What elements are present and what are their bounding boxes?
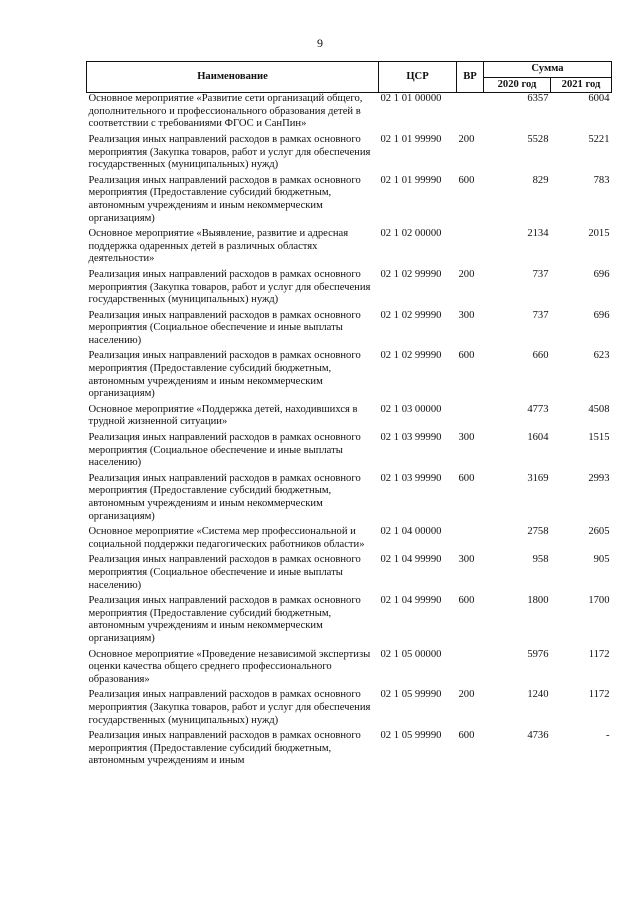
header-sum: Сумма [484,62,612,78]
header-vr: ВР [457,62,484,93]
cell-name: Реализация иных направлений расходов в рамках основного мероприятия (Закупка товаров, работ и услуг для обеспечения государственных (муниципальных) нужд) [88,689,371,726]
cell-2020: 1800 [527,595,549,607]
cell-2020: 829 [532,174,549,186]
table-header-row [87,62,612,78]
cell-2020: 958 [532,554,549,566]
cell-2021: 5221 [588,133,610,145]
cell-name: Основное мероприятие «Развитие сети организаций общего, дополнительного и профессионального образования детей в соответствии с требованиями ФГОС и СанПин» [88,93,363,130]
cell-vr: 300 [458,554,475,566]
cell-vr [457,526,484,554]
cell-name: Основное мероприятие «Поддержка детей, находившихся в трудной жизненной ситуации» [88,403,358,428]
header-2020: 2020 год [484,77,551,93]
cell-name: Реализация иных направлений расходов в рамках основного мероприятия (Закупка товаров, работ и услуг для обеспечения государственных (муниципальных) нужд) [88,268,371,306]
cell-vr: 600 [458,350,475,362]
cell-2021: 4508 [588,403,610,415]
cell-vr: 200 [458,268,475,280]
page-number: 9 [317,36,323,50]
table-row [87,134,612,175]
cell-csr: 02 1 01 00000 [380,93,442,105]
cell-2020: 737 [532,309,549,321]
cell-vr: 300 [458,432,475,444]
cell-csr: 02 1 01 99990 [380,174,442,186]
cell-2021: 696 [593,309,610,321]
cell-vr: 600 [458,174,475,186]
cell-name: Реализация иных направлений расходов в рамках основного мероприятия (Социальное обеспечение и иные выплаты населению) [88,432,361,469]
cell-name: Реализация иных направлений расходов в рамках основного мероприятия (Предоставление субсидий бюджетным, автономным учреждениям и иным некоммерческим организациям) [88,472,361,522]
cell-vr: 200 [458,689,475,701]
cell-csr: 02 1 05 00000 [380,648,442,660]
cell-vr: 600 [458,730,475,742]
table-row [87,175,612,228]
cell-csr: 02 1 05 99990 [380,730,442,742]
table-row [87,526,612,554]
cell-2020: 2134 [527,228,549,240]
table-row [87,228,612,269]
cell-vr: 300 [458,309,475,321]
cell-name: Основное мероприятие «Система мер профессиональной и социальной поддержки педагогических работников области» [88,526,365,550]
table-row [87,595,612,648]
cell-name: Основное мероприятие «Проведение независимой экспертизы оценки качества общего среднего профессионального образования» [88,648,371,685]
header-name: Наименование [87,62,379,93]
cell-vr [457,404,484,432]
cell-vr: 600 [458,472,475,484]
cell-2021: - [605,730,610,742]
cell-2020: 5528 [527,133,549,145]
cell-2020: 660 [532,350,549,362]
cell-vr [457,93,484,134]
cell-csr: 02 1 04 99990 [380,595,442,607]
table-row [87,554,612,595]
table-row [87,269,612,310]
cell-csr: 02 1 02 99990 [380,268,442,280]
cell-2021: 2993 [588,472,610,484]
table-row [87,730,612,771]
cell-2021: 2015 [588,228,610,240]
cell-name: Реализация иных направлений расходов в рамках основного мероприятия (Закупка товаров, работ и услуг для обеспечения государственных (муниципальных) нужд) [88,133,371,171]
cell-csr: 02 1 04 00000 [380,526,442,538]
table-row [87,689,612,730]
cell-csr: 02 1 02 00000 [380,228,442,240]
cell-csr: 02 1 05 99990 [380,689,442,701]
cell-2020: 2758 [527,526,549,538]
table-row [87,350,612,403]
cell-csr: 02 1 04 99990 [380,554,442,566]
cell-csr: 02 1 01 99990 [380,133,442,145]
cell-name: Реализация иных направлений расходов в рамках основного мероприятия (Предоставление субсидий бюджетным, автономным учреждениям и иным некоммерческим организациям) [88,350,361,400]
budget-table [86,61,612,771]
cell-name: Реализация иных направлений расходов в рамках основного мероприятия (Социальное обеспечение и иные выплаты населению) [88,554,361,591]
cell-2020: 737 [532,268,549,280]
cell-vr [457,649,484,690]
header-csr: ЦСР [379,62,457,93]
cell-2021: 783 [593,174,610,186]
table-row [87,404,612,432]
header-2021: 2021 год [551,77,612,93]
cell-2020: 4736 [527,730,549,742]
cell-2020: 5976 [527,648,549,660]
cell-vr: 600 [458,595,475,607]
cell-2021: 2605 [588,526,610,538]
cell-2021: 905 [593,554,610,566]
cell-csr: 02 1 03 99990 [380,472,442,484]
cell-2021: 623 [593,350,610,362]
cell-2021: 6004 [588,93,610,105]
cell-name: Основное мероприятие «Выявление, развитие и адресная поддержка одаренных детей в различных областях деятельности» [88,228,349,265]
table-row [87,649,612,690]
cell-name: Реализация иных направлений расходов в рамках основного мероприятия (Предоставление субсидий бюджетным, автономным учреждениям и иным некоммерческим организациям) [88,174,361,224]
cell-2021: 1172 [588,648,610,660]
cell-name: Реализация иных направлений расходов в рамках основного мероприятия (Предоставление субсидий бюджетным, автономным учреждениям и иным некоммерческим организациям) [88,595,361,644]
cell-2020: 6357 [527,93,549,105]
table-row [87,473,612,526]
cell-2021: 1172 [588,689,610,701]
cell-csr: 02 1 03 99990 [380,432,442,444]
cell-name: Реализация иных направлений расходов в рамках основного мероприятия (Социальное обеспечение и иные выплаты населению) [88,309,361,346]
cell-csr: 02 1 02 99990 [380,350,442,362]
cell-name: Реализация иных направлений расходов в рамках основного мероприятия (Предоставление субсидий бюджетным, автономным учреждениям и иным [88,730,361,767]
cell-csr: 02 1 02 99990 [380,309,442,321]
cell-2020: 1604 [527,432,549,444]
cell-vr: 200 [458,133,475,145]
cell-2021: 1700 [588,595,610,607]
table-row [87,310,612,351]
cell-csr: 02 1 03 00000 [380,403,442,415]
cell-2020: 4773 [527,403,549,415]
cell-2020: 3169 [527,472,549,484]
table-body [87,93,612,771]
table-row [87,432,612,473]
cell-vr [457,228,484,269]
cell-2021: 1515 [588,432,610,444]
cell-2020: 1240 [527,689,549,701]
cell-2021: 696 [593,268,610,280]
table-row [87,93,612,134]
